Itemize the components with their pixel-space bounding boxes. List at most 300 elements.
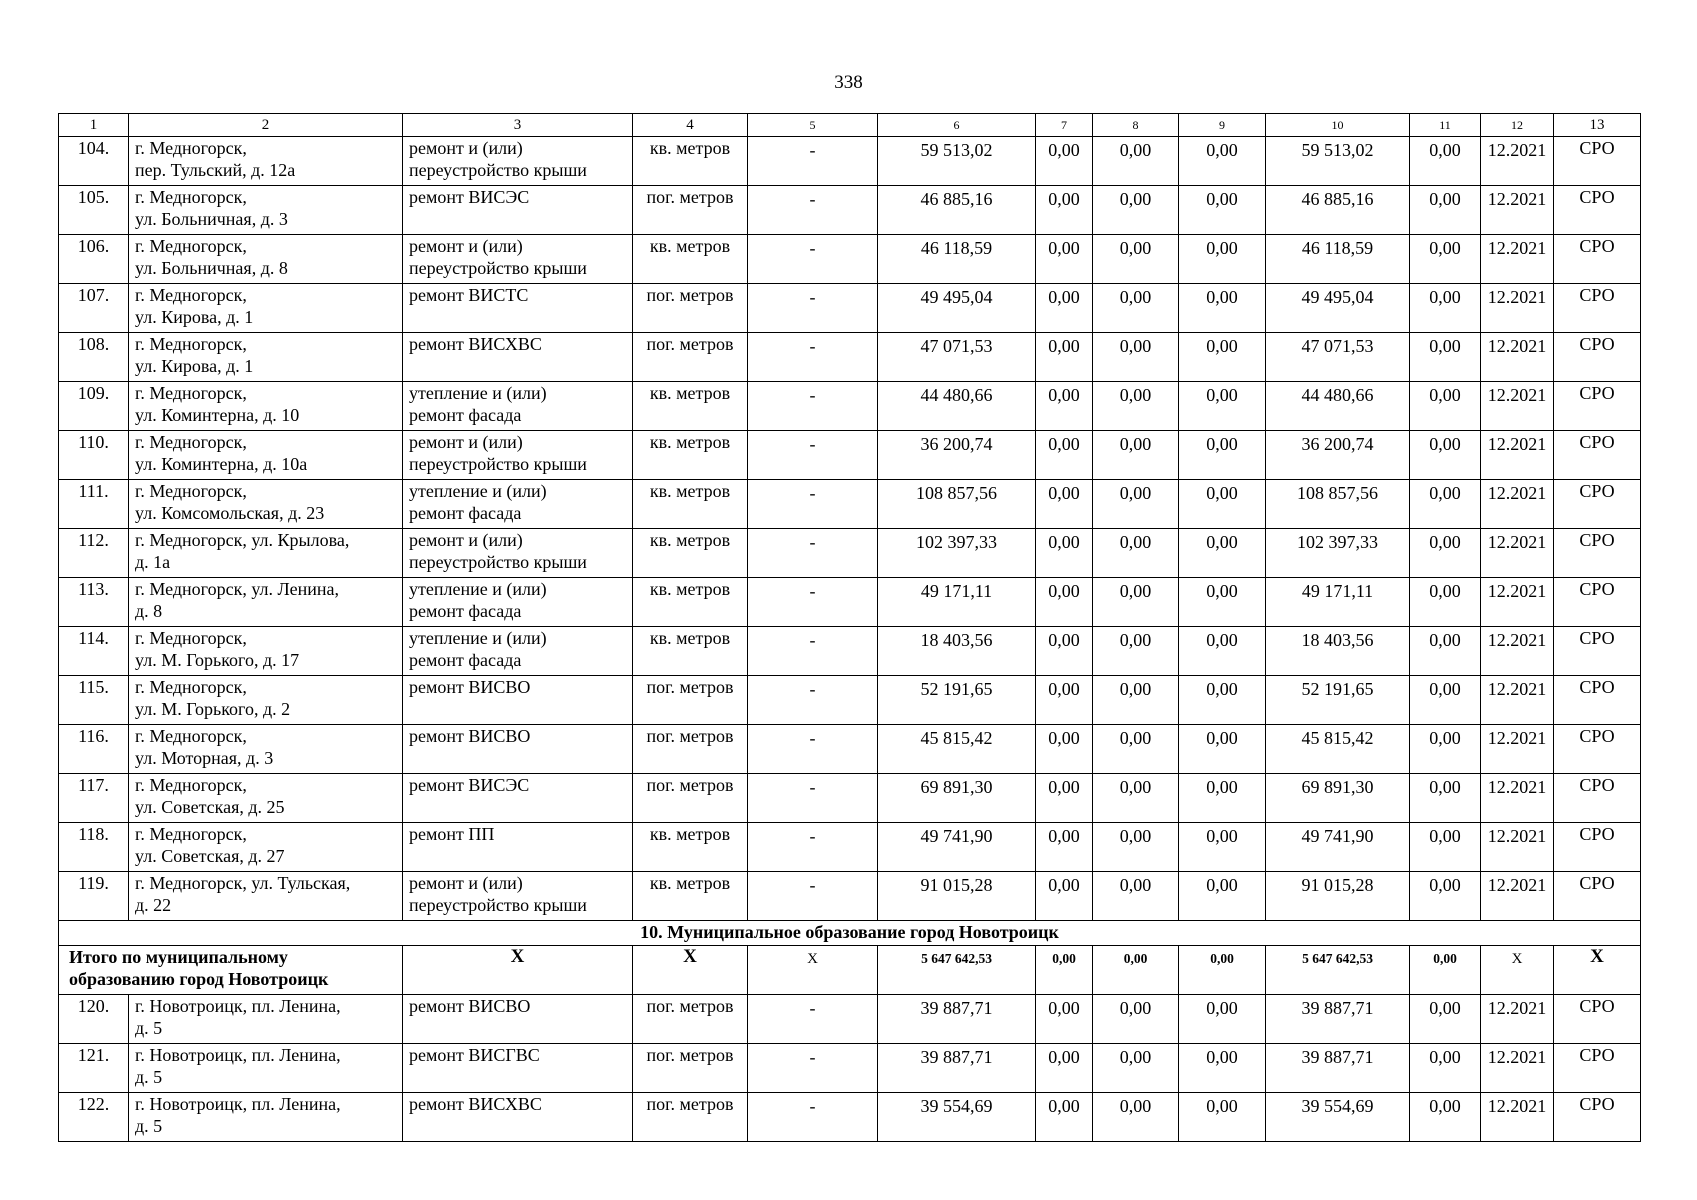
work-line: ремонт ВИСВО xyxy=(409,996,531,1016)
col10-cell: 69 891,30 xyxy=(1266,774,1410,823)
work-line: ремонт ПП xyxy=(409,824,495,844)
col7-cell: 0,00 xyxy=(1036,627,1093,676)
table-row xyxy=(59,578,1641,627)
col12-cell: 12.2021 xyxy=(1481,529,1554,578)
address-line: г. Медногорск, xyxy=(135,628,247,648)
col7-cell: 0,00 xyxy=(1036,676,1093,725)
address-cell xyxy=(129,1093,403,1142)
col-header-1: 1 xyxy=(59,114,129,137)
address-line: ул. Коминтерна, д. 10 xyxy=(135,405,300,425)
table-row xyxy=(59,333,1641,382)
work-line: ремонт ВИСЭС xyxy=(409,775,530,795)
work-line: ремонт ВИСХВС xyxy=(409,1094,542,1114)
col10-cell: 49 495,04 xyxy=(1266,284,1410,333)
col12-cell: 12.2021 xyxy=(1481,725,1554,774)
col13-cell: СРО xyxy=(1554,578,1641,627)
address-cell xyxy=(129,137,403,186)
col7-cell: 0,00 xyxy=(1036,431,1093,480)
col-header-3: 3 xyxy=(403,114,633,137)
work-type-cell xyxy=(403,578,633,627)
unit-cell: пог. метров xyxy=(633,725,748,774)
address-line: г. Медногорск, ул. Ленина, xyxy=(135,579,339,599)
col11-cell: 0,00 xyxy=(1410,529,1481,578)
row-number: 113. xyxy=(59,578,129,627)
col6-cell: 49 171,11 xyxy=(878,578,1036,627)
address-line: г. Медногорск, xyxy=(135,187,247,207)
col5-cell: - xyxy=(748,725,878,774)
work-type-cell xyxy=(403,137,633,186)
col11-cell: 0,00 xyxy=(1410,1093,1481,1142)
col9-cell: 0,00 xyxy=(1179,823,1266,872)
col9-cell: 0,00 xyxy=(1179,382,1266,431)
table-row xyxy=(59,995,1641,1044)
col13-cell: СРО xyxy=(1554,774,1641,823)
address-line: г. Медногорск, xyxy=(135,824,247,844)
address-cell xyxy=(129,186,403,235)
col10-cell: 39 887,71 xyxy=(1266,1044,1410,1093)
col8-cell: 0,00 xyxy=(1093,529,1179,578)
table-row xyxy=(59,137,1641,186)
col13-cell: СРО xyxy=(1554,431,1641,480)
work-line: ремонт и (или) xyxy=(409,432,523,452)
col11-cell: 0,00 xyxy=(1410,284,1481,333)
col11-cell: 0,00 xyxy=(1410,235,1481,284)
col13-cell: СРО xyxy=(1554,235,1641,284)
col8-cell: 0,00 xyxy=(1093,284,1179,333)
col10-cell: 59 513,02 xyxy=(1266,137,1410,186)
address-cell xyxy=(129,774,403,823)
col12-cell: 12.2021 xyxy=(1481,235,1554,284)
col-header-12: 12 xyxy=(1481,114,1554,137)
unit-cell: пог. метров xyxy=(633,774,748,823)
work-type-cell xyxy=(403,235,633,284)
address-line: ул. М. Горького, д. 2 xyxy=(135,699,291,719)
address-cell xyxy=(129,480,403,529)
col9-cell: 0,00 xyxy=(1179,1093,1266,1142)
address-line: г. Новотроицк, пл. Ленина, xyxy=(135,1094,341,1114)
col9-cell: 0,00 xyxy=(1179,1044,1266,1093)
col12-cell: 12.2021 xyxy=(1481,627,1554,676)
table-row xyxy=(59,235,1641,284)
address-line: ул. Больничная, д. 3 xyxy=(135,209,288,229)
col11-cell: 0,00 xyxy=(1410,578,1481,627)
col10-cell: 108 857,56 xyxy=(1266,480,1410,529)
total-col-13: Х xyxy=(1554,946,1641,995)
address-cell xyxy=(129,235,403,284)
col11-cell: 0,00 xyxy=(1410,725,1481,774)
col13-cell: СРО xyxy=(1554,872,1641,921)
col-header-6: 6 xyxy=(878,114,1036,137)
col11-cell: 0,00 xyxy=(1410,382,1481,431)
col8-cell: 0,00 xyxy=(1093,382,1179,431)
col7-cell: 0,00 xyxy=(1036,480,1093,529)
row-number: 114. xyxy=(59,627,129,676)
work-line: утепление и (или) xyxy=(409,628,547,648)
address-line: ул. М. Горького, д. 17 xyxy=(135,650,300,670)
unit-cell: кв. метров xyxy=(633,578,748,627)
col12-cell: 12.2021 xyxy=(1481,578,1554,627)
col-header-7: 7 xyxy=(1036,114,1093,137)
col5-cell: - xyxy=(748,382,878,431)
total-col-6: 5 647 642,53 xyxy=(878,946,1036,995)
col7-cell: 0,00 xyxy=(1036,382,1093,431)
work-line: переустройство крыши xyxy=(409,258,587,278)
col5-cell: - xyxy=(748,529,878,578)
address-line: ул. Советская, д. 25 xyxy=(135,797,285,817)
unit-cell: пог. метров xyxy=(633,333,748,382)
total-col-5: Х xyxy=(748,946,878,995)
address-line: г. Медногорск, xyxy=(135,138,247,158)
address-line: г. Медногорск, xyxy=(135,677,247,697)
table-row xyxy=(59,480,1641,529)
col7-cell: 0,00 xyxy=(1036,1093,1093,1142)
col12-cell: 12.2021 xyxy=(1481,823,1554,872)
col7-cell: 0,00 xyxy=(1036,137,1093,186)
row-number: 112. xyxy=(59,529,129,578)
col6-cell: 45 815,42 xyxy=(878,725,1036,774)
col11-cell: 0,00 xyxy=(1410,431,1481,480)
unit-cell: пог. метров xyxy=(633,284,748,333)
unit-cell: кв. метров xyxy=(633,235,748,284)
work-type-cell xyxy=(403,1093,633,1142)
work-type-cell xyxy=(403,284,633,333)
col11-cell: 0,00 xyxy=(1410,333,1481,382)
col13-cell: СРО xyxy=(1554,823,1641,872)
work-line: утепление и (или) xyxy=(409,579,547,599)
col6-cell: 52 191,65 xyxy=(878,676,1036,725)
page-number: 338 xyxy=(834,72,863,93)
col13-cell: СРО xyxy=(1554,1093,1641,1142)
col9-cell: 0,00 xyxy=(1179,578,1266,627)
table-row xyxy=(59,431,1641,480)
row-number: 121. xyxy=(59,1044,129,1093)
total-col-9: 0,00 xyxy=(1179,946,1266,995)
unit-cell: кв. метров xyxy=(633,823,748,872)
col6-cell: 44 480,66 xyxy=(878,382,1036,431)
total-row xyxy=(59,946,1641,995)
total-col-3: Х xyxy=(403,946,633,995)
col12-cell: 12.2021 xyxy=(1481,1093,1554,1142)
address-line: д. 5 xyxy=(135,1067,163,1087)
col13-cell: СРО xyxy=(1554,284,1641,333)
col9-cell: 0,00 xyxy=(1179,186,1266,235)
col-header-9: 9 xyxy=(1179,114,1266,137)
address-line: г. Медногорск, xyxy=(135,775,247,795)
address-cell xyxy=(129,725,403,774)
col6-cell: 49 741,90 xyxy=(878,823,1036,872)
address-line: г. Медногорск, xyxy=(135,236,247,256)
work-line: ремонт ВИСГВС xyxy=(409,1045,540,1065)
work-line: утепление и (или) xyxy=(409,383,547,403)
col13-cell: СРО xyxy=(1554,137,1641,186)
work-type-cell xyxy=(403,627,633,676)
col10-cell: 18 403,56 xyxy=(1266,627,1410,676)
table-row xyxy=(59,1093,1641,1142)
total-label-line-1: Итого по муниципальному xyxy=(69,947,288,967)
col8-cell: 0,00 xyxy=(1093,995,1179,1044)
address-line: пер. Тульский, д. 12а xyxy=(135,160,296,180)
col9-cell: 0,00 xyxy=(1179,480,1266,529)
col10-cell: 102 397,33 xyxy=(1266,529,1410,578)
address-cell xyxy=(129,333,403,382)
col8-cell: 0,00 xyxy=(1093,186,1179,235)
work-line: переустройство крыши xyxy=(409,454,587,474)
col11-cell: 0,00 xyxy=(1410,627,1481,676)
row-number: 108. xyxy=(59,333,129,382)
table-row xyxy=(59,774,1641,823)
col5-cell: - xyxy=(748,480,878,529)
col6-cell: 46 118,59 xyxy=(878,235,1036,284)
section-title: 10. Муниципальное образование город Новотроицк xyxy=(59,921,1641,946)
col7-cell: 0,00 xyxy=(1036,333,1093,382)
unit-cell: пог. метров xyxy=(633,995,748,1044)
col5-cell: - xyxy=(748,186,878,235)
col13-cell: СРО xyxy=(1554,627,1641,676)
col6-cell: 39 554,69 xyxy=(878,1093,1036,1142)
unit-cell: кв. метров xyxy=(633,872,748,921)
address-cell xyxy=(129,676,403,725)
col8-cell: 0,00 xyxy=(1093,774,1179,823)
work-line: ремонт фасада xyxy=(409,503,522,523)
work-type-cell xyxy=(403,676,633,725)
unit-cell: кв. метров xyxy=(633,137,748,186)
address-cell xyxy=(129,995,403,1044)
work-type-cell xyxy=(403,872,633,921)
unit-cell: кв. метров xyxy=(633,627,748,676)
row-number: 105. xyxy=(59,186,129,235)
row-number: 115. xyxy=(59,676,129,725)
table-row xyxy=(59,284,1641,333)
unit-cell: пог. метров xyxy=(633,186,748,235)
unit-cell: кв. метров xyxy=(633,529,748,578)
col8-cell: 0,00 xyxy=(1093,578,1179,627)
col12-cell: 12.2021 xyxy=(1481,1044,1554,1093)
work-type-cell xyxy=(403,431,633,480)
work-type-cell xyxy=(403,995,633,1044)
work-type-cell xyxy=(403,823,633,872)
col10-cell: 47 071,53 xyxy=(1266,333,1410,382)
col9-cell: 0,00 xyxy=(1179,676,1266,725)
col5-cell: - xyxy=(748,578,878,627)
col9-cell: 0,00 xyxy=(1179,235,1266,284)
address-line: г. Медногорск, xyxy=(135,285,247,305)
work-line: переустройство крыши xyxy=(409,895,587,915)
col6-cell: 59 513,02 xyxy=(878,137,1036,186)
col9-cell: 0,00 xyxy=(1179,137,1266,186)
col13-cell: СРО xyxy=(1554,1044,1641,1093)
col-header-2: 2 xyxy=(129,114,403,137)
table-row xyxy=(59,627,1641,676)
address-line: ул. Коминтерна, д. 10а xyxy=(135,454,308,474)
col6-cell: 108 857,56 xyxy=(878,480,1036,529)
row-number: 116. xyxy=(59,725,129,774)
col13-cell: СРО xyxy=(1554,725,1641,774)
col7-cell: 0,00 xyxy=(1036,284,1093,333)
work-line: ремонт и (или) xyxy=(409,138,523,158)
col10-cell: 39 887,71 xyxy=(1266,995,1410,1044)
row-number: 107. xyxy=(59,284,129,333)
work-type-cell xyxy=(403,186,633,235)
address-line: ул. Советская, д. 27 xyxy=(135,846,285,866)
row-number: 117. xyxy=(59,774,129,823)
col9-cell: 0,00 xyxy=(1179,431,1266,480)
address-line: г. Новотроицк, пл. Ленина, xyxy=(135,996,341,1016)
work-line: ремонт ВИСВО xyxy=(409,726,531,746)
work-line: ремонт фасада xyxy=(409,601,522,621)
address-cell xyxy=(129,627,403,676)
address-cell xyxy=(129,1044,403,1093)
address-line: г. Медногорск, ул. Крылова, xyxy=(135,530,350,550)
col8-cell: 0,00 xyxy=(1093,627,1179,676)
col6-cell: 69 891,30 xyxy=(878,774,1036,823)
table-row xyxy=(59,725,1641,774)
col10-cell: 91 015,28 xyxy=(1266,872,1410,921)
col6-cell: 46 885,16 xyxy=(878,186,1036,235)
col8-cell: 0,00 xyxy=(1093,1093,1179,1142)
col10-cell: 46 118,59 xyxy=(1266,235,1410,284)
work-type-cell xyxy=(403,725,633,774)
col10-cell: 44 480,66 xyxy=(1266,382,1410,431)
col7-cell: 0,00 xyxy=(1036,578,1093,627)
col6-cell: 49 495,04 xyxy=(878,284,1036,333)
address-line: ул. Кирова, д. 1 xyxy=(135,356,254,376)
table-row xyxy=(59,872,1641,921)
row-number: 118. xyxy=(59,823,129,872)
col8-cell: 0,00 xyxy=(1093,1044,1179,1093)
address-line: ул. Моторная, д. 3 xyxy=(135,748,274,768)
col-header-10: 10 xyxy=(1266,114,1410,137)
col9-cell: 0,00 xyxy=(1179,333,1266,382)
col-header-8: 8 xyxy=(1093,114,1179,137)
col5-cell: - xyxy=(748,676,878,725)
col8-cell: 0,00 xyxy=(1093,725,1179,774)
col5-cell: - xyxy=(748,627,878,676)
col12-cell: 12.2021 xyxy=(1481,186,1554,235)
col6-cell: 102 397,33 xyxy=(878,529,1036,578)
address-cell xyxy=(129,382,403,431)
address-line: г. Медногорск, xyxy=(135,726,247,746)
col7-cell: 0,00 xyxy=(1036,529,1093,578)
col9-cell: 0,00 xyxy=(1179,774,1266,823)
col5-cell: - xyxy=(748,1044,878,1093)
work-line: ремонт ВИСВО xyxy=(409,677,531,697)
work-line: ремонт и (или) xyxy=(409,530,523,550)
col10-cell: 45 815,42 xyxy=(1266,725,1410,774)
col-header-5: 5 xyxy=(748,114,878,137)
col11-cell: 0,00 xyxy=(1410,774,1481,823)
row-number: 119. xyxy=(59,872,129,921)
row-number: 104. xyxy=(59,137,129,186)
address-cell xyxy=(129,529,403,578)
row-number: 110. xyxy=(59,431,129,480)
col5-cell: - xyxy=(748,284,878,333)
table-row xyxy=(59,676,1641,725)
column-number-row xyxy=(59,114,1641,137)
work-line: ремонт и (или) xyxy=(409,873,523,893)
table-row xyxy=(59,529,1641,578)
address-line: г. Медногорск, xyxy=(135,383,247,403)
col7-cell: 0,00 xyxy=(1036,1044,1093,1093)
col6-cell: 36 200,74 xyxy=(878,431,1036,480)
col7-cell: 0,00 xyxy=(1036,725,1093,774)
col5-cell: - xyxy=(748,995,878,1044)
col10-cell: 52 191,65 xyxy=(1266,676,1410,725)
address-line: ул. Комсомольская, д. 23 xyxy=(135,503,325,523)
col8-cell: 0,00 xyxy=(1093,431,1179,480)
works-table xyxy=(58,113,1641,1142)
work-line: утепление и (или) xyxy=(409,481,547,501)
col5-cell: - xyxy=(748,137,878,186)
col7-cell: 0,00 xyxy=(1036,235,1093,284)
col8-cell: 0,00 xyxy=(1093,333,1179,382)
col6-cell: 39 887,71 xyxy=(878,995,1036,1044)
address-line: д. 1а xyxy=(135,552,171,572)
total-label xyxy=(59,946,403,995)
address-line: д. 8 xyxy=(135,601,163,621)
col-header-11: 11 xyxy=(1410,114,1481,137)
row-number: 122. xyxy=(59,1093,129,1142)
address-line: д. 5 xyxy=(135,1018,163,1038)
col11-cell: 0,00 xyxy=(1410,872,1481,921)
total-col-12: Х xyxy=(1481,946,1554,995)
address-line: г. Медногорск, xyxy=(135,432,247,452)
col5-cell: - xyxy=(748,872,878,921)
col13-cell: СРО xyxy=(1554,382,1641,431)
col7-cell: 0,00 xyxy=(1036,823,1093,872)
address-cell xyxy=(129,431,403,480)
table-row xyxy=(59,186,1641,235)
work-type-cell xyxy=(403,480,633,529)
col11-cell: 0,00 xyxy=(1410,480,1481,529)
col11-cell: 0,00 xyxy=(1410,137,1481,186)
address-cell xyxy=(129,872,403,921)
table-row xyxy=(59,382,1641,431)
col9-cell: 0,00 xyxy=(1179,995,1266,1044)
col7-cell: 0,00 xyxy=(1036,872,1093,921)
unit-cell: пог. метров xyxy=(633,1044,748,1093)
col5-cell: - xyxy=(748,431,878,480)
work-type-cell xyxy=(403,333,633,382)
col5-cell: - xyxy=(748,1093,878,1142)
section-heading-row xyxy=(59,921,1641,946)
col5-cell: - xyxy=(748,235,878,284)
address-line: ул. Больничная, д. 8 xyxy=(135,258,288,278)
address-line: д. 22 xyxy=(135,895,172,915)
work-type-cell xyxy=(403,382,633,431)
address-cell xyxy=(129,284,403,333)
unit-cell: кв. метров xyxy=(633,480,748,529)
col12-cell: 12.2021 xyxy=(1481,431,1554,480)
work-type-cell xyxy=(403,774,633,823)
col-header-4: 4 xyxy=(633,114,748,137)
col11-cell: 0,00 xyxy=(1410,995,1481,1044)
unit-cell: пог. метров xyxy=(633,676,748,725)
col7-cell: 0,00 xyxy=(1036,774,1093,823)
col5-cell: - xyxy=(748,823,878,872)
col12-cell: 12.2021 xyxy=(1481,995,1554,1044)
unit-cell: кв. метров xyxy=(633,382,748,431)
col13-cell: СРО xyxy=(1554,676,1641,725)
col9-cell: 0,00 xyxy=(1179,284,1266,333)
address-cell xyxy=(129,578,403,627)
work-line: ремонт и (или) xyxy=(409,236,523,256)
row-number: 109. xyxy=(59,382,129,431)
col13-cell: СРО xyxy=(1554,995,1641,1044)
col11-cell: 0,00 xyxy=(1410,186,1481,235)
col13-cell: СРО xyxy=(1554,333,1641,382)
col6-cell: 18 403,56 xyxy=(878,627,1036,676)
total-col-11: 0,00 xyxy=(1410,946,1481,995)
